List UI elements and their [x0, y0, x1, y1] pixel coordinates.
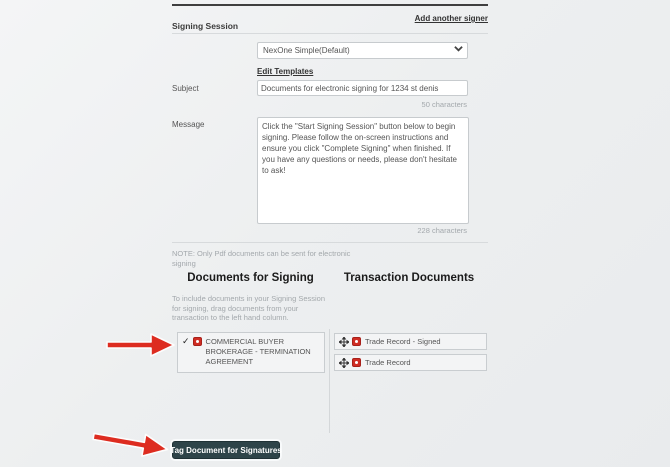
- subject-char-count: 50 characters: [421, 100, 467, 109]
- message-char-count: 228 characters: [417, 226, 467, 235]
- message-textarea[interactable]: [257, 117, 469, 224]
- documents-for-signing-header: Documents for Signing: [187, 272, 314, 284]
- document-name: Trade Record: [365, 357, 411, 367]
- template-select[interactable]: [257, 42, 468, 59]
- signing-column-description: To include documents in your Signing Session for signing, drag documents from your transaction to the left hand column.: [172, 294, 326, 322]
- pdf-icon: [352, 337, 361, 346]
- annotation-arrow-button: [90, 423, 171, 462]
- pdf-icon: [352, 358, 361, 367]
- section-title: Signing Session: [172, 21, 239, 31]
- pdf-note: NOTE: Only Pdf documents can be sent for electronic signing: [172, 249, 351, 268]
- transaction-documents-header: Transaction Documents: [343, 272, 475, 284]
- transaction-document-item[interactable]: [334, 354, 487, 371]
- document-name: COMMERCIAL BUYER BROKERAGE - TERMINATION AGREEMENT: [205, 337, 311, 366]
- form-divider: [172, 242, 488, 243]
- column-divider: [329, 329, 330, 433]
- subject-input[interactable]: [257, 80, 468, 96]
- document-name: Trade Record - Signed: [365, 336, 441, 346]
- template-select-wrap: [257, 40, 468, 57]
- signing-document-item[interactable]: [177, 332, 325, 373]
- edit-templates-link[interactable]: Edit Templates: [257, 67, 314, 76]
- annotation-arrow-document: [106, 332, 176, 358]
- top-divider: [172, 4, 488, 6]
- subject-label: Subject: [172, 84, 199, 93]
- tag-document-button[interactable]: Tag Document for Signatures: [172, 441, 280, 459]
- message-label: Message: [172, 120, 205, 129]
- pdf-icon: [193, 337, 202, 346]
- transaction-document-item[interactable]: [334, 333, 487, 350]
- move-icon: [339, 337, 349, 347]
- title-divider: [172, 33, 488, 34]
- add-another-signer-link[interactable]: Add another signer: [414, 14, 488, 23]
- checkmark-icon: ✓: [182, 336, 190, 346]
- edit-templates-wrap: [257, 61, 313, 79]
- move-icon: [339, 358, 349, 368]
